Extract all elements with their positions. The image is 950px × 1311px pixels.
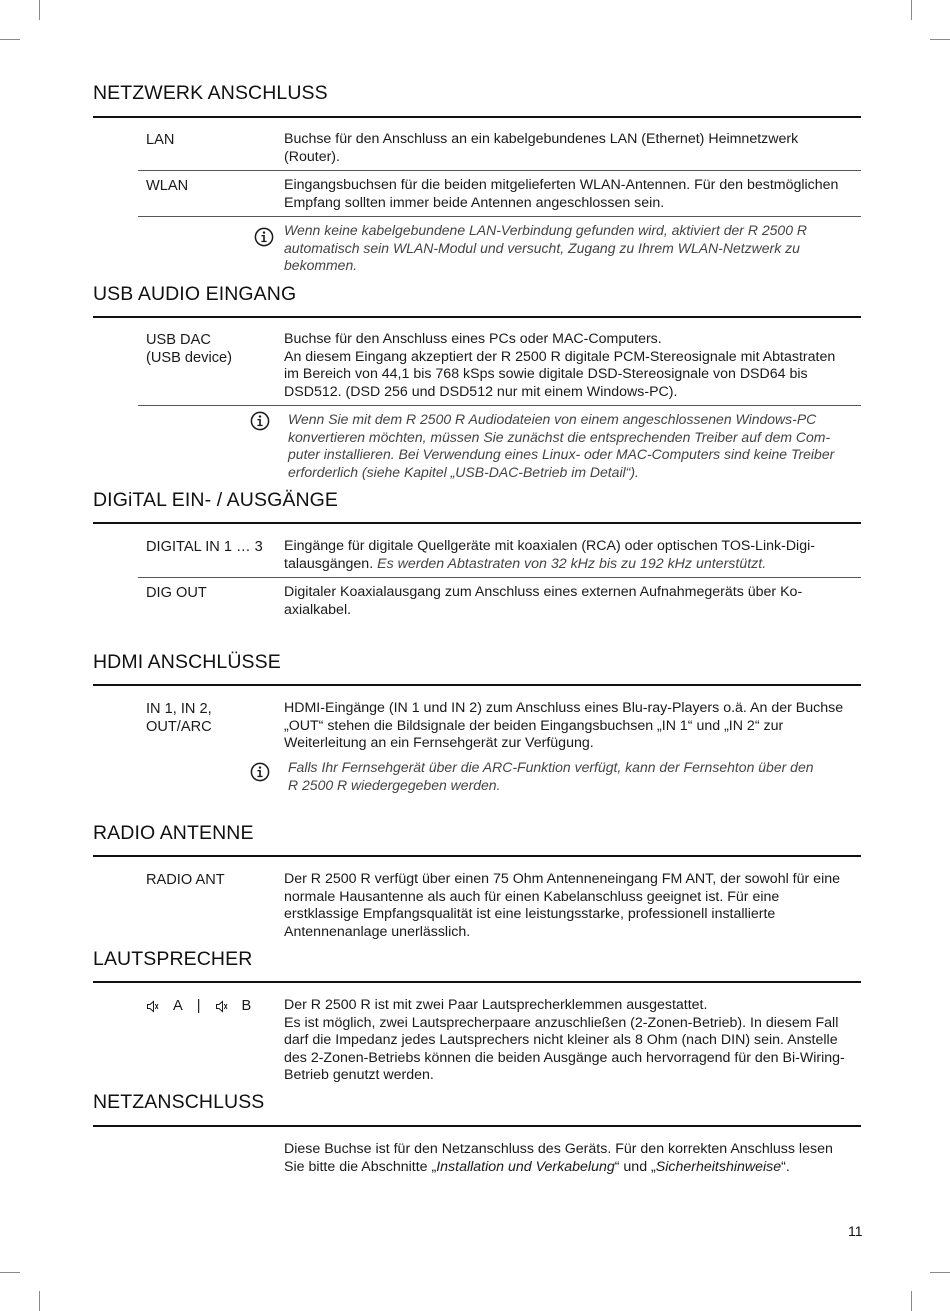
desc-netz-text-c: “. [781,1158,790,1175]
crop-mark [0,39,20,40]
section-rule [93,116,861,118]
desc-digital-in-text: Eingänge für digitale Quellgeräte mit koaxialen (RCA) oder optischen TOS-Link-Digitalausgängen. [284,538,815,572]
section-title-radio: RADIO ANTENNE [93,822,254,844]
section-rule [93,1125,861,1127]
desc-lautsprecher [284,997,854,1085]
crop-mark [0,1272,20,1273]
label-usb-dac [146,331,232,367]
section-title-usb: USB AUDIO EINGANG [93,283,297,305]
desc-digital-in [284,538,854,573]
label-hdmi-line1: IN 1, IN 2, [146,701,212,717]
info-circle-icon [250,411,270,431]
info-circle-icon [254,227,274,247]
section-title-lautsprecher: LAUTSPRECHER [93,948,253,970]
section-rule [93,522,861,524]
row-rule [138,216,861,217]
desc-wlan: Eingangsbuchsen für die beiden mitgelieferten WLAN-Antennen. Für den bestmöglichen Empfang sollten immer beide Antennen angeschlossen sein. [284,177,839,211]
desc-netz-ref-sicherheit: Sicherheitshinweise [655,1158,782,1175]
section-title-netzwerk: NETZWERK ANSCHLUSS [93,82,328,104]
speaker-icon [215,1000,228,1013]
label-hdmi [146,700,212,736]
note-netzwerk: Wenn keine kabelgebundene LAN-Verbindung gefunden wird, aktiviert der R 2500 R automatisch sein WLAN-Modul und versucht, Zugang zu Ihrem WLAN-Netzwerk zu bekommen. [284,222,808,273]
desc-netz-text-a: Diese Buchse ist für den Netzanschluss des Geräts. Für den korrekten Anschluss lesen Sie bitte die Abschnitte „ [284,1141,833,1175]
crop-mark [911,1291,912,1311]
page-number: 11 [848,1223,863,1239]
desc-dig-out: Digitaler Koaxialausgang zum Anschluss eines externen Aufnahmegeräts über Koaxialkabel. [284,584,803,618]
note-hdmi: Falls Ihr Fernsehgerät über die ARC-Funktion verfügt, kann der Fernsehton über den R 2500 R wiedergegeben werden. [288,759,814,793]
crop-mark [930,39,950,40]
label-digital-in: DIGITAL IN 1 … 3 [146,539,263,555]
label-wlan: WLAN [146,178,189,194]
note-usb: Wenn Sie mit dem R 2500 R Audiodateien von einem angeschlossenen Windows-PC konvertieren möchten, müssen Sie zunächst die entsprechenden Treiber auf dem Computer installieren. Bei Verwendung eines Linux- oder MAC-Computers sind keine Treiber erforderlich (siehe Kapitel „USB-DAC-Betrieb im Detail“). [288,411,835,480]
desc-lan: Buchse für den Anschluss an ein kabelgebundenes LAN (Ethernet) Heimnetzwerk (Router). [284,131,799,165]
desc-lautsprecher-line2: Es ist möglich, zwei Lautsprecherpaare anzuschließen (2-Zonen-Betrieb). In diesem Fall darf die Impedanz jedes Lautsprechers nicht kleiner als 8 Ohm (nach DIN) sein. Anstelle des 2-Zonen-Betriebs können die beiden Ausgänge auch hervorragend für den Bi-Wiring-Betrieb genutzt werden. [284,1014,845,1083]
speaker-label-a: A [173,998,183,1014]
desc-usb [284,331,854,401]
desc-usb-line1: Buchse für den Anschluss eines PCs oder MAC-Computers. [284,331,662,347]
section-rule [93,981,861,983]
row-rule [138,170,861,171]
label-lan: LAN [146,132,175,148]
crop-mark [39,1291,40,1311]
desc-lautsprecher-line1: Der R 2500 R ist mit zwei Paar Lautsprecherklemmen ausgestattet. [284,997,708,1013]
label-hdmi-line2: OUT/ARC [146,719,212,735]
info-circle-icon [250,762,270,782]
row-rule [138,405,861,406]
section-rule [93,855,861,857]
desc-netz-ref-installation: Installation und Verkabelung [436,1158,615,1175]
desc-netz [284,1141,854,1176]
desc-netz-text-b: “ und „ [614,1158,656,1175]
row-rule [138,577,861,578]
section-title-hdmi: HDMI ANSCHLÜSSE [93,651,281,673]
section-rule [93,316,861,318]
speaker-labels [146,997,251,1015]
label-usb-device: (USB device) [146,350,232,366]
section-rule [93,684,861,686]
label-radio-ant: RADIO ANT [146,872,225,888]
crop-mark [911,0,912,20]
section-title-digital: DIGiTAL EIN- / AUSGÄNGE [93,489,339,511]
desc-usb-line2: An diesem Eingang akzeptiert der R 2500 R digitale PCM-Stereosignale mit Abtastraten im Bereich von 44,1 bis 768 kSps sowie digitale DSD-Stereosignale von DSD64 bis DSD512. (DSD 256 und DSD512 nur mit einem Windows-PC). [284,348,836,400]
crop-mark [930,1272,950,1273]
desc-radio: Der R 2500 R verfügt über einen 75 Ohm Antenneneingang FM ANT, der sowohl für eine normale Hausantenne als auch für einen Kabelanschluss geeignet ist. Für eine erstklassige Empfangsqualität ist eine leistungsstarke, professionell installierte Antennenanlage unerlässlich. [284,871,840,940]
desc-digital-in-note: Es werden Abtastraten von 32 kHz bis zu 192 kHz unterstützt. [377,555,767,572]
section-title-netz: NETZANSCHLUSS [93,1091,265,1113]
crop-mark [39,0,40,20]
label-dig-out: DIG OUT [146,585,207,601]
label-usb-dac-text: USB DAC [146,332,211,348]
desc-hdmi: HDMI-Eingänge (IN 1 und IN 2) zum Anschluss eines Blu-ray-Players o.ä. An der Buchse „OUT“ stehen die Bildsignale der beiden Eingangsbuchsen „IN 1“ und „IN 2“ zur Weiterleitung an ein Fernsehgerät zur Verfügung. [284,700,844,751]
speaker-separator: | [196,998,201,1014]
speaker-icon [146,1000,159,1013]
speaker-label-b: B [241,998,252,1014]
